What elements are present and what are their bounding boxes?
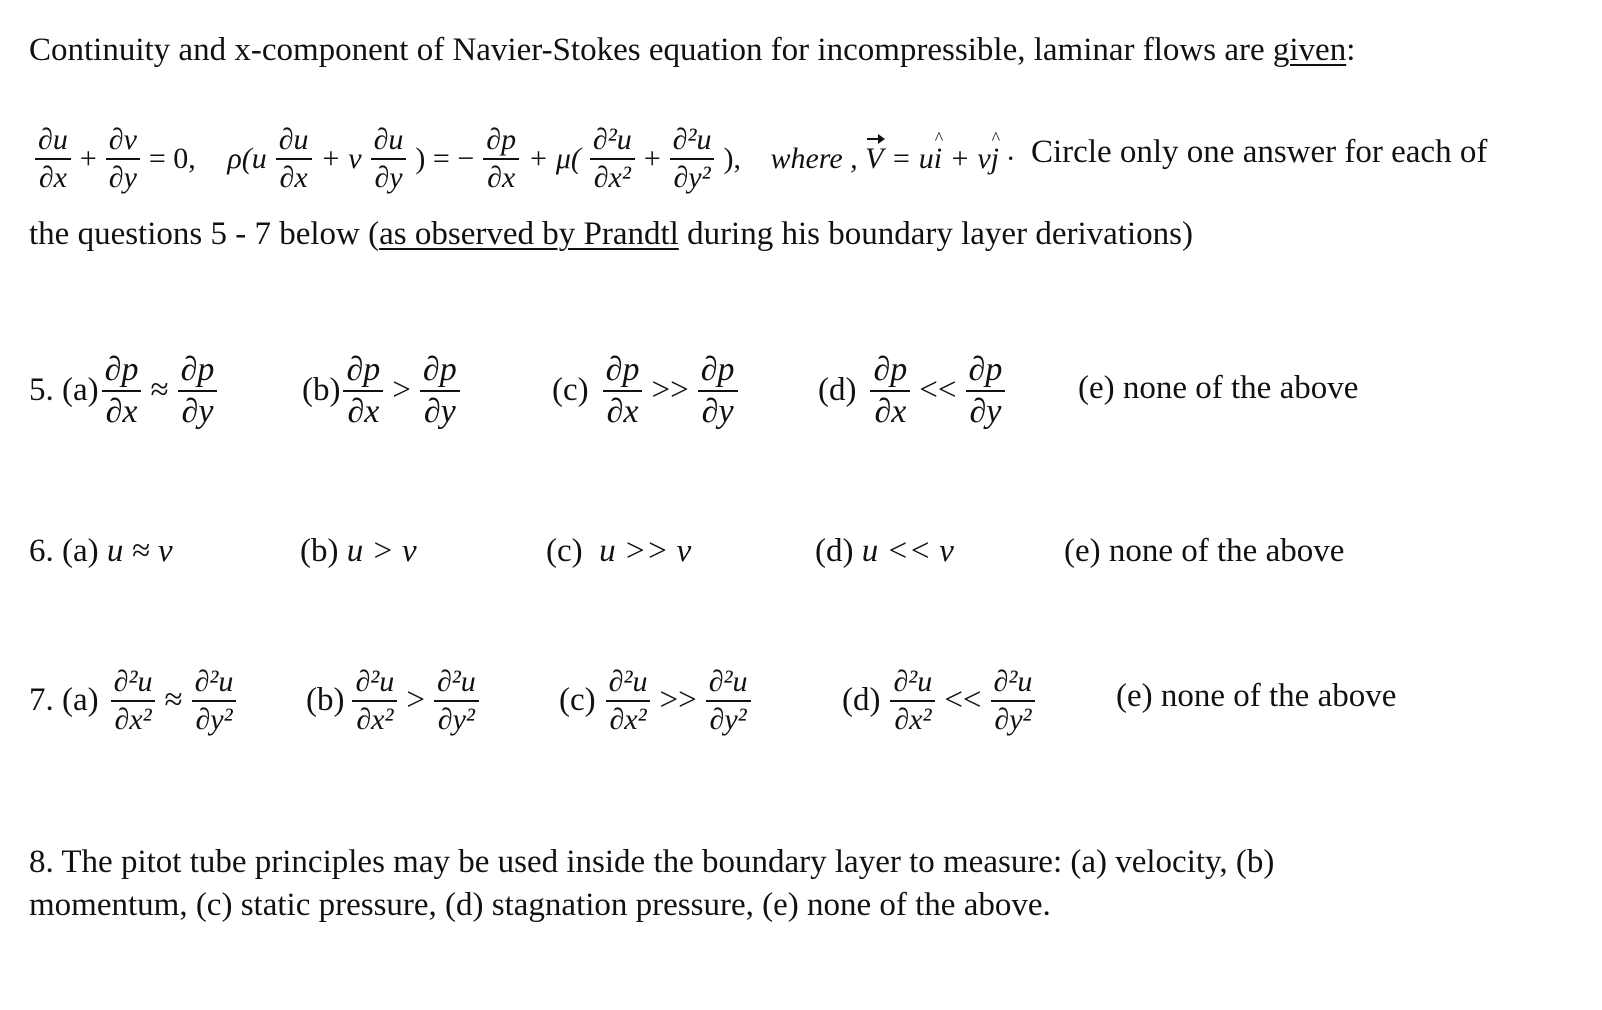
q6-option-c[interactable]: (c) u >> v [546, 533, 692, 569]
underlined-prandtl: as observed by Prandtl [379, 216, 679, 252]
du-dy-fraction: $\frac{\partial u}{\partial y}$ [371, 124, 407, 193]
where-clause: where , V = u^ i + v^ j · [770, 142, 1014, 176]
q6-option-a[interactable]: 6. (a) u ≈ v [29, 533, 173, 569]
intro-colon: : [1346, 32, 1356, 68]
question-8-line-2: momentum, (c) static pressure, (d) stagnation pressure, (e) none of the above. [29, 887, 1051, 923]
du-dx-fraction-2: $\frac{\partial u}{\partial x}$ [276, 124, 312, 193]
intro-line [29, 32, 1355, 69]
q7-option-e[interactable]: (e) none of the above [1116, 678, 1397, 714]
q7-option-c[interactable]: (c) $\frac{\text{∂²u}}{\text{∂x²}}$ >> $\frac{\text{∂²u}}{\text{∂y²}}$ [559, 666, 754, 735]
q5-option-c[interactable]: (c) $\frac{\partial p}{\partial x}$ >> $\frac{\partial p}{\partial y}$ [552, 352, 741, 429]
question-5: 5. (a) $\frac{\partial p}{\partial x}$ ≈ $\frac{\partial p}{\partial y}$ [29, 352, 220, 429]
q7-label: 7. (a) [29, 682, 99, 718]
du-dx-fraction: $\frac{\partial u}{\partial x}$ [35, 124, 71, 193]
q5-option-b[interactable]: (b) $\frac{\partial p}{\partial x}$ > $\frac{\partial p}{\partial y}$ [302, 352, 463, 429]
q5-label: 5. (a) [29, 372, 99, 409]
q5-option-d[interactable]: (d) $\frac{\partial p}{\partial x}$ << $\frac{\partial p}{\partial y}$ [818, 352, 1008, 429]
q7-option-b[interactable]: (b) $\frac{\text{∂²u}}{\text{∂x²}}$ > $\frac{\text{∂²u}}{\text{∂y²}}$ [306, 666, 482, 735]
d2u-dx2-fraction: $\frac{\text{∂²u}}{\text{∂x²}}$ [590, 124, 635, 193]
dp-dx-fraction: $\frac{\partial p}{\partial x}$ [483, 124, 519, 193]
intro-text: Continuity and x-component of Navier-Stokes equation for incompressible, laminar flows are [29, 32, 1273, 68]
velocity-vector-symbol: V [865, 141, 884, 175]
question-8-line-1: 8. The pitot tube principles may be used inside the boundary layer to measure: (a) velocity, (b) [29, 844, 1275, 880]
circle-instruction: Circle only one answer for each of [1031, 134, 1488, 170]
intro-underlined-given: given [1272, 32, 1347, 68]
q5-option-e[interactable]: (e) none of the above [1078, 370, 1359, 406]
dv-dy-fraction: $\frac{\partial v}{\partial y}$ [106, 124, 140, 193]
q6-option-b[interactable]: (b) u > v [300, 533, 417, 569]
q6-option-e[interactable]: (e) none of the above [1064, 533, 1345, 569]
governing-equations: $\frac{\partial u}{\partial x}$ + $\frac{\partial v}{\partial y}$ = 0, ρ(u $\frac{\partial u}{\partial x}$ + v $\frac{\partial u}{\partial y}$ ) = − $\frac{\partial p}{\partial x}$ + μ( $\frac{\text{∂²u}}{\text{∂x²}}$ + $\frac{\text{∂²u}}{\text{∂y²}}$ ), where , V = u^ i + v^ j · [32, 124, 1020, 193]
q6-option-d[interactable]: (d) u << v [815, 533, 954, 569]
q5a-left-fraction: $\frac{\partial p}{\partial x}$ [102, 352, 142, 429]
question-7: 7. (a) $\frac{\text{∂²u}}{\text{∂x²}}$ ≈ $\frac{\text{∂²u}}{\text{∂y²}}$ [29, 666, 239, 735]
q7a-right-fraction: $\frac{\text{∂²u}}{\text{∂y²}}$ [192, 666, 237, 735]
q7-option-d[interactable]: (d) $\frac{\text{∂²u}}{\text{∂x²}}$ << $\frac{\text{∂²u}}{\text{∂y²}}$ [842, 666, 1038, 735]
instruction-line: the questions 5 - 7 below (as observed by Prandtl during his boundary layer derivations) [29, 216, 1193, 252]
d2u-dy2-fraction: $\frac{\text{∂²u}}{\text{∂y²}}$ [670, 124, 715, 193]
q5a-right-fraction: $\frac{\partial p}{\partial y}$ [178, 352, 218, 429]
q7a-left-fraction: $\frac{\text{∂²u}}{\text{∂x²}}$ [111, 666, 156, 735]
